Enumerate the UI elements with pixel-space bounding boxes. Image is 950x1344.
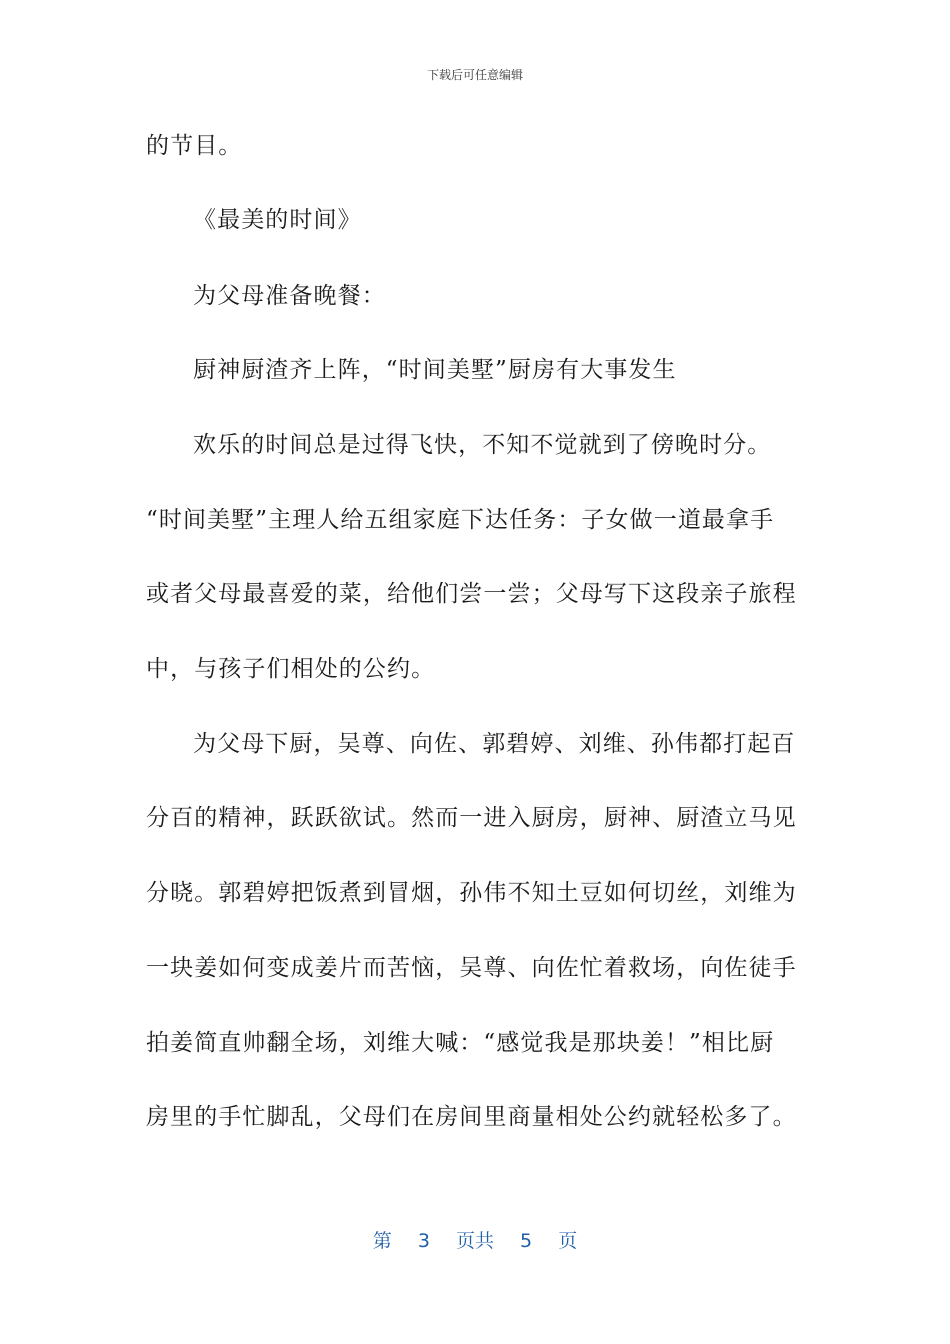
footer-suffix: 页 <box>558 1230 578 1252</box>
body-line: 拍姜简直帅翻全场，刘维大喊：“感觉我是那块姜！”相比厨 <box>146 1030 775 1056</box>
body-line: 或者父母最喜爱的菜，给他们尝一尝；父母写下这段亲子旅程 <box>146 581 797 607</box>
body-line: 欢乐的时间总是过得飞快，不知不觉就到了傍晚时分。 <box>193 432 772 458</box>
body-line: 《最美的时间》 <box>193 207 362 233</box>
body-line: 房里的手忙脚乱，父母们在房间里商量相处公约就轻松多了。 <box>146 1104 797 1130</box>
body-line: 分百的精神，跃跃欲试。然而一进入厨房，厨神、厨渣立马见 <box>146 805 797 831</box>
body-line: 分晓。郭碧婷把饭煮到冒烟，孙伟不知土豆如何切丝，刘维为 <box>146 880 797 906</box>
footer-current-page: 3 <box>417 1230 430 1252</box>
body-line: 为父母准备晚餐： <box>193 283 386 309</box>
footer-prefix: 第 <box>372 1230 392 1252</box>
body-line: 一块姜如何变成姜片而苦恼，吴尊、向佐忙着救场，向佐徒手 <box>146 955 797 981</box>
page-header: 下载后可任意编辑 <box>426 68 523 82</box>
footer-middle: 页共 <box>455 1230 494 1252</box>
body-line: 为父母下厨，吴尊、向佐、郭碧婷、刘维、孙伟都打起百 <box>193 731 796 757</box>
footer-total-pages: 5 <box>520 1230 533 1252</box>
body-line: 厨神厨渣齐上阵，“时间美墅”厨房有大事发生 <box>193 357 677 383</box>
body-line: 的节目。 <box>146 133 243 159</box>
body-line: “时间美墅”主理人给五组家庭下达任务：子女做一道最拿手 <box>146 507 775 533</box>
page-footer <box>0 1226 950 1253</box>
body-line: 中，与孩子们相处的公约。 <box>146 656 436 682</box>
